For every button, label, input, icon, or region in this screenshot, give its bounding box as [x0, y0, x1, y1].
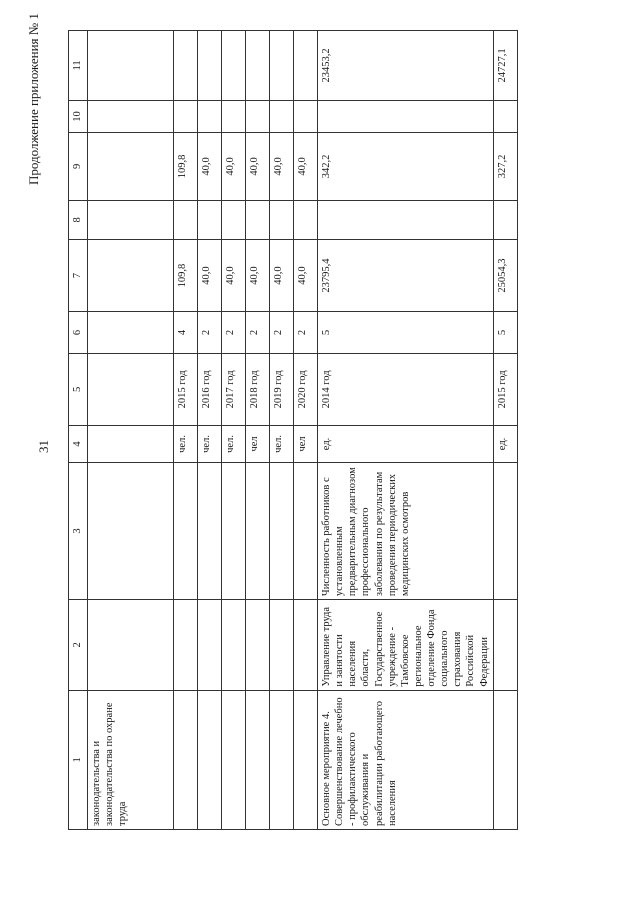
- table-cell-col-9: 342,2: [318, 133, 494, 200]
- table-cell-col-11: 23453,2: [318, 31, 494, 101]
- table-cell-col-11: [222, 31, 246, 101]
- table-cell-col-7: 23795,4: [318, 240, 494, 312]
- table-cell-col-2: [493, 600, 517, 691]
- table-cell-col-5: [88, 353, 174, 425]
- table-cell-col-10: [294, 100, 318, 133]
- table-cell-col-7: 40,0: [246, 240, 270, 312]
- table-cell-col-8: [88, 200, 174, 239]
- col-header-5: 5: [69, 353, 88, 425]
- table-cell-col-4: чел.: [270, 425, 294, 462]
- table-row: [222, 31, 246, 830]
- table-cell-col-8: [294, 200, 318, 239]
- table-cell-col-5: 2015 год: [174, 353, 198, 425]
- table-cell-col-10: [318, 100, 494, 133]
- table-cell-col-11: 24727,1: [493, 31, 517, 101]
- table-cell-col-10: [88, 100, 174, 133]
- col-header-2: 2: [69, 600, 88, 691]
- table-cell-col-10: [246, 100, 270, 133]
- table-cell-col-6: 5: [493, 312, 517, 354]
- table-cell-col-4: чел.: [222, 425, 246, 462]
- table-cell-col-2: [222, 600, 246, 691]
- table-cell-col-2: [270, 600, 294, 691]
- table-cell-col-11: [198, 31, 222, 101]
- table-cell-col-8: [246, 200, 270, 239]
- table-cell-col-9: 109,8: [174, 133, 198, 200]
- header-row: [69, 31, 88, 830]
- table-cell-col-9: 40,0: [246, 133, 270, 200]
- table-cell-col-6: 2: [270, 312, 294, 354]
- table-row: [174, 31, 198, 830]
- table-cell-col-10: [270, 100, 294, 133]
- table-cell-col-1: [493, 690, 517, 829]
- table-cell-col-2: [294, 600, 318, 691]
- table-cell-col-2: Управление труда и занятости населения области, Государственное учреждение - Тамбовское региональное отделение Фонда социального страхования Российской Федерации: [318, 600, 494, 691]
- col-header-4: 4: [69, 425, 88, 462]
- table-cell-col-8: [222, 200, 246, 239]
- table-cell-col-6: [88, 312, 174, 354]
- col-header-8: 8: [69, 200, 88, 239]
- table-row: [88, 31, 174, 830]
- table-cell-col-5: 2015 год: [493, 353, 517, 425]
- table-cell-col-1: Основное мероприятие 4. Совершенствование лечебно - профилактического обслуживания и реабилитации работающего населения: [318, 690, 494, 829]
- table-cell-col-7: 40,0: [222, 240, 246, 312]
- col-header-1: 1: [69, 690, 88, 829]
- table-cell-col-6: 5: [318, 312, 494, 354]
- col-header-3: 3: [69, 463, 88, 600]
- table-cell-col-5: 2020 год: [294, 353, 318, 425]
- appendix-caption: Продолжение приложения № 1: [26, 13, 41, 185]
- table-cell-col-7: 25054,3: [493, 240, 517, 312]
- table-cell-col-5: 2014 год: [318, 353, 494, 425]
- table-cell-col-9: 40,0: [222, 133, 246, 200]
- table-cell-col-4: ед.: [493, 425, 517, 462]
- table-cell-col-4: [88, 425, 174, 462]
- col-header-10: 10: [69, 100, 88, 133]
- table-cell-col-9: [88, 133, 174, 200]
- table-cell-col-3: [294, 463, 318, 600]
- table-cell-col-3: [198, 463, 222, 600]
- table-cell-col-10: [198, 100, 222, 133]
- table-cell-col-6: 2: [294, 312, 318, 354]
- table-cell-col-1: [198, 690, 222, 829]
- table-cell-col-1: [294, 690, 318, 829]
- table-row: [294, 31, 318, 830]
- table-cell-col-3: [174, 463, 198, 600]
- table-cell-col-8: [318, 200, 494, 239]
- table-cell-col-6: 2: [198, 312, 222, 354]
- table-cell-col-11: [88, 31, 174, 101]
- table-cell-col-11: [174, 31, 198, 101]
- table-cell-col-7: 109,8: [174, 240, 198, 312]
- table-cell-col-4: чел.: [198, 425, 222, 462]
- table-rotated-container: [68, 30, 588, 830]
- table-cell-col-8: [198, 200, 222, 239]
- table-cell-col-9: 40,0: [294, 133, 318, 200]
- col-header-9: 9: [69, 133, 88, 200]
- table-cell-col-1: законодательства и законодательства по охране труда: [88, 690, 174, 829]
- table-cell-col-2: [88, 600, 174, 691]
- col-header-7: 7: [69, 240, 88, 312]
- table-cell-col-3: [88, 463, 174, 600]
- table-row: [493, 31, 517, 830]
- table-cell-col-7: 40,0: [294, 240, 318, 312]
- table-cell-col-5: 2016 год: [198, 353, 222, 425]
- table-cell-col-2: [198, 600, 222, 691]
- table-cell-col-3: [270, 463, 294, 600]
- table-cell-col-7: 40,0: [270, 240, 294, 312]
- table-cell-col-6: 2: [222, 312, 246, 354]
- table-cell-col-4: чел.: [174, 425, 198, 462]
- table-cell-col-11: [246, 31, 270, 101]
- table-cell-col-8: [174, 200, 198, 239]
- col-header-11: 11: [69, 31, 88, 101]
- table-cell-col-2: [246, 600, 270, 691]
- table-cell-col-10: [222, 100, 246, 133]
- table-cell-col-3: [493, 463, 517, 600]
- table-cell-col-10: [493, 100, 517, 133]
- table-cell-col-8: [270, 200, 294, 239]
- table-cell-col-7: [88, 240, 174, 312]
- table-cell-col-4: ед.: [318, 425, 494, 462]
- table-cell-col-6: 4: [174, 312, 198, 354]
- table-cell-col-7: 40,0: [198, 240, 222, 312]
- table-cell-col-6: 2: [246, 312, 270, 354]
- table-cell-col-9: 327,2: [493, 133, 517, 200]
- col-header-6: 6: [69, 312, 88, 354]
- table-cell-col-3: Численность работников с установленным предварительным диагнозом профессионального заболевания по результатам проведения периодических медицинских осмотров: [318, 463, 494, 600]
- table-cell-col-4: чел: [246, 425, 270, 462]
- table-cell-col-10: [174, 100, 198, 133]
- table-body: [88, 31, 518, 830]
- table-cell-col-5: 2019 год: [270, 353, 294, 425]
- table-row: [246, 31, 270, 830]
- table-cell-col-9: 40,0: [198, 133, 222, 200]
- table-cell-col-1: [222, 690, 246, 829]
- table-cell-col-1: [246, 690, 270, 829]
- table-cell-col-5: 2018 год: [246, 353, 270, 425]
- table-cell-col-9: 40,0: [270, 133, 294, 200]
- table-cell-col-11: [270, 31, 294, 101]
- table-cell-col-1: [174, 690, 198, 829]
- table-cell-col-1: [270, 690, 294, 829]
- page-number: 31: [36, 440, 51, 453]
- appendix-table: [68, 30, 518, 830]
- table-row: [198, 31, 222, 830]
- table-row: [270, 31, 294, 830]
- table-cell-col-3: [222, 463, 246, 600]
- table-cell-col-2: [174, 600, 198, 691]
- table-cell-col-3: [246, 463, 270, 600]
- table-row: [318, 31, 494, 830]
- table-cell-col-5: 2017 год: [222, 353, 246, 425]
- table-cell-col-11: [294, 31, 318, 101]
- table-cell-col-8: [493, 200, 517, 239]
- table-cell-col-4: чел: [294, 425, 318, 462]
